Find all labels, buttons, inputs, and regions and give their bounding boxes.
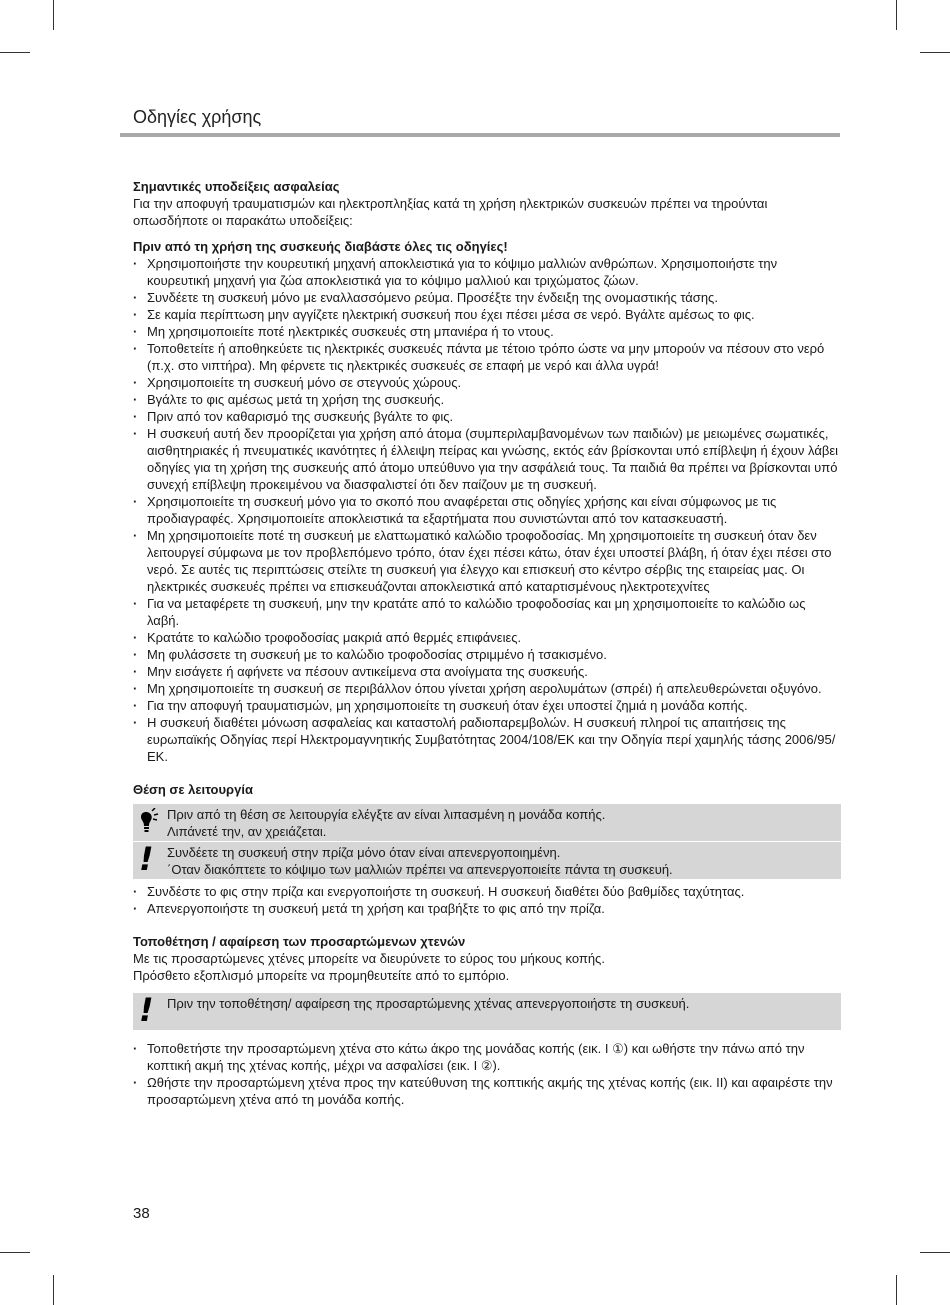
list-item: · Σε καμία περίπτωση μην αγγίζετε ηλεκτρική συσκευή που έχει πέσει μέσα σε νερό. Βγάλτε αμέσως το φις. [133, 306, 841, 323]
crop-mark [53, 0, 54, 30]
list-item: · Μη χρησιμοποιείτε ποτέ ηλεκτρικές συσκευές στη μπανιέρα ή το ντους. [133, 323, 841, 340]
list-item: · Τοποθετείτε ή αποθηκεύετε τις ηλεκτρικές συσκευές πάντα με τέτοιο τρόπο ώστε να μην μπορούν να πέσουν στο νερό (π.χ. στο νιπτήρα). Μη φέρνετε τις ηλεκτρικές συσκευές σε επαφή με νερό και άλλα υγρά! [133, 340, 841, 374]
list-item: · Για την αποφυγή τραυματισμών, μη χρησιμοποιείτε τη συσκευή όταν έχει υποστεί ζημιά η μονάδα κοπής. [133, 697, 841, 714]
exclamation-icon: ! [139, 840, 154, 878]
operation-list [133, 883, 841, 917]
operation-section-title: Θέση σε λειτουργία [133, 782, 253, 797]
list-item: · Συνδέετε τη συσκευή μόνο με εναλλασσόμενο ρεύμα. Προσέξτε την ένδειξη της ονομαστικής τάσης. [133, 289, 841, 306]
page-number: 38 [133, 1205, 150, 1222]
list-item: · Μην εισάγετε ή αφήνετε να πέσουν αντικείμενα στα ανοίγματα της συσκευής. [133, 663, 841, 680]
lightbulb-icon [137, 808, 159, 838]
exclamation-icon: ! [139, 991, 154, 1029]
list-item: · Μη χρησιμοποιείτε ποτέ τη συσκευή με ελαττωματικό καλώδιο τροφοδοσίας. Μη χρησιμοποιείτε τη συσκευή όταν δεν λειτουργεί σύμφωνα με τον προβλεπόμενο τρόπο, όταν έχει πέσει κάτω, όταν έχει υποστεί βλάβη, ή όταν έχει πέσει στο νερό. Σε αυτές τις περιπτώσεις στείλτε τη συσκευή για έλεγχο και επισκευή στο κέντρο σέρβις της εταιρείας μας. Οι ηλεκτρικές συσκευές πρέπει να επισκευάζονται αποκλειστικά από καταρτισμένους ηλεκτροτεχνίτες [133, 527, 841, 595]
safety-section-title: Σημαντικές υποδείξεις ασφαλείας [133, 179, 340, 194]
page-header-title: Οδηγίες χρήσης [133, 107, 262, 127]
list-item: · Μη φυλάσσετε τη συσκευή με το καλώδιο τροφοδοσίας στριμμένο ή τσακισμένο. [133, 646, 841, 663]
attachments-intro-line: Με τις προσαρτώμενες χτένες μπορείτε να διευρύνετε το εύρος του μήκους κοπής. [133, 951, 605, 966]
crop-mark [53, 1275, 54, 1305]
crop-mark [920, 52, 950, 53]
caution-line: Πριν την τοποθέτηση/ αφαίρεση της προσαρτώμενης χτένας απενεργοποιήστε τη συσκευή. [167, 996, 690, 1011]
crop-mark [920, 1252, 950, 1253]
safety-warning: Πριν από τη χρήση της συσκευής διαβάστε όλες τις οδηγίες! [133, 239, 508, 254]
list-item: · Απενεργοποιήστε τη συσκευή μετά τη χρήση και τραβήξτε το φις από την πρίζα. [133, 900, 841, 917]
list-item: · Η συσκευή αυτή δεν προορίζεται για χρήση από άτομα (συμπεριλαμβανομένων των παιδιών) με μειωμένες σωματικές, αισθητηριακές ή πνευματικές ικανότητες ή έλλειψη πείρας και γνώσης, εκτός εάν βρίσκονται υπό επίβλεψη ή έχουν λάβει οδηγίες για τη χρήση της συσκευής από άτομο υπεύθυνο για την ασφάλειά τους. Τα παιδιά θα πρέπει να βρίσκονται υπό συνεχή επίβλεψη προκειμένου να διασφαλιστεί ότι δεν παίζουν με τη συσκευή. [133, 425, 841, 493]
caution-line: Συνδέετε τη συσκευή στην πρίζα μόνο όταν είναι απενεργοποιημένη. [167, 845, 561, 860]
page-content [133, 178, 841, 1108]
list-item: · Χρησιμοποιείτε τη συσκευή μόνο σε στεγνούς χώρους. [133, 374, 841, 391]
safety-intro: Για την αποφυγή τραυματισμών και ηλεκτροπληξίας κατά τη χρήση ηλεκτρικών συσκευών πρέπει να τηρούνται οπωσδήποτε οι παρακάτω υποδείξεις: [133, 196, 768, 228]
caution-notice [133, 842, 841, 879]
tip-line: Πριν από τη θέση σε λειτουργία ελέγξτε αν είναι λιπασμένη η μονάδα κοπής. [167, 807, 606, 822]
header-rule [120, 133, 840, 137]
list-item: · Πριν από τον καθαρισμό της συσκευής βγάλτε το φις. [133, 408, 841, 425]
list-item: · Χρησιμοποιήστε την κουρευτική μηχανή αποκλειστικά για το κόψιμο μαλλιών ανθρώπων. Χρησιμοποιήστε την κουρευτική μηχανή για ζώα αποκλειστικά για το κόψιμο μαλλιού και τριχώματος ζώων. [133, 255, 841, 289]
attachments-section-title: Τοποθέτηση / αφαίρεση των προσαρτώμενων χτενών [133, 934, 466, 949]
tip-line: Λιπάνετέ την, αν χρειάζεται. [167, 824, 327, 839]
list-item: · Τοποθετήστε την προσαρτώμενη χτένα στο κάτω άκρο της μονάδας κοπής (εικ. I ①) και ωθήστε την πάνω από την κοπτική ακμή της χτένας κοπής, μέχρι να ασφαλίσει (εικ. I ②). [133, 1040, 841, 1074]
list-item: · Κρατάτε το καλώδιο τροφοδοσίας μακριά από θερμές επιφάνειες. [133, 629, 841, 646]
list-item: · Βγάλτε το φις αμέσως μετά τη χρήση της συσκευής. [133, 391, 841, 408]
crop-mark [0, 1252, 30, 1253]
list-item: · Ωθήστε την προσαρτώμενη χτένα προς την κατεύθυνση της κοπτικής ακμής της χτένας κοπής (εικ. II) και αφαιρέστε την προσαρτώμενη χτένα από τη μονάδα κοπής. [133, 1074, 841, 1108]
crop-mark [896, 0, 897, 30]
tip-notice [133, 804, 841, 841]
crop-mark [896, 1275, 897, 1305]
list-item: · Χρησιμοποιείτε τη συσκευή μόνο για το σκοπό που αναφέρεται στις οδηγίες χρήσης και είναι σύμφωνος με τις προδιαγραφές. Χρησιμοποιείτε αποκλειστικά τα εξαρτήματα που συνιστώνται από τον κατασκευαστή. [133, 493, 841, 527]
attachments-intro-line: Πρόσθετο εξοπλισμό μπορείτε να προμηθευτείτε από το εμπόριο. [133, 968, 510, 983]
crop-mark [0, 52, 30, 53]
list-item: · Για να μεταφέρετε τη συσκευή, μην την κρατάτε από το καλώδιο τροφοδοσίας και μη χρησιμοποιείτε το καλώδιο ως λαβή. [133, 595, 841, 629]
list-item: · Συνδέστε το φις στην πρίζα και ενεργοποιήστε τη συσκευή. Η συσκευή διαθέτει δύο βαθμίδες ταχύτητας. [133, 883, 841, 900]
list-item: · Η συσκευή διαθέτει μόνωση ασφαλείας και καταστολή ραδιοπαρεμβολών. Η συσκευή πληροί τις απαιτήσεις της ευρωπαϊκής Οδηγίας περί Ηλεκτρομαγνητικής Συμβατότητας 2004/108/ΕΚ και την Οδηγία περί χαμηλής τάσης 2006/95/ΕΚ. [133, 714, 841, 765]
safety-list [133, 255, 841, 765]
list-item: · Μη χρησιμοποιείτε τη συσκευή σε περιβάλλον όπου γίνεται χρήση αερολυμάτων (σπρέι) ή απελευθερώνεται οξυγόνο. [133, 680, 841, 697]
attachments-caution-notice [133, 993, 841, 1030]
attachments-list [133, 1040, 841, 1108]
caution-line: ΄Οταν διακόπτετε το κόψιμο των μαλλιών πρέπει να απενεργοποιείτε πάντα τη συσκευή. [167, 862, 673, 877]
